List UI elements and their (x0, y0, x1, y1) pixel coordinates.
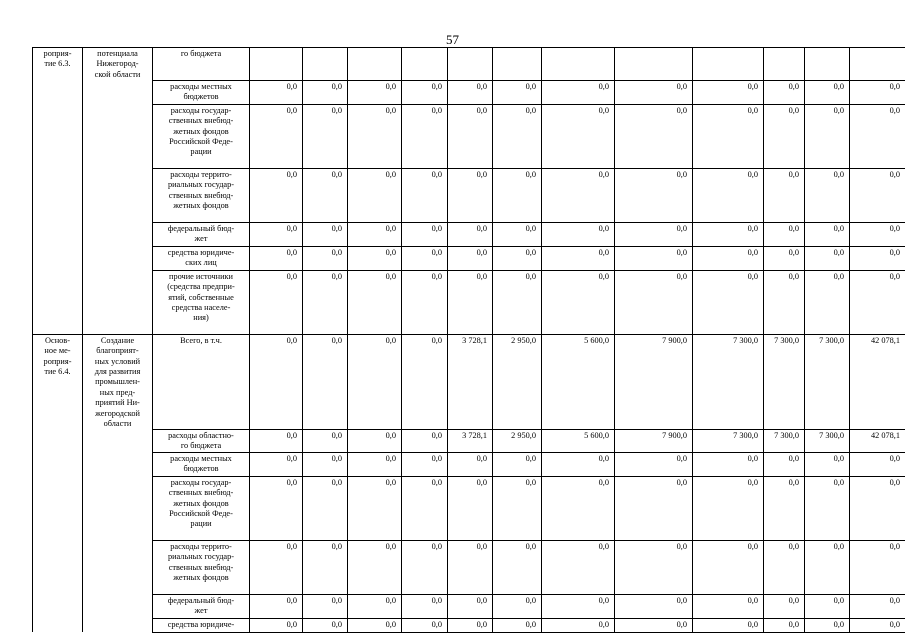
value-cell: 0,0 (693, 80, 764, 104)
value-cell (303, 48, 348, 81)
value-cell: 7 900,0 (615, 429, 693, 452)
value-cell: 0,0 (402, 222, 448, 246)
value-cell (348, 48, 402, 81)
value-cell: 0,0 (693, 476, 764, 540)
value-cell: 0,0 (542, 452, 615, 476)
value-cell: 0,0 (850, 246, 905, 270)
value-cell: 0,0 (303, 476, 348, 540)
value-cell: 0,0 (493, 618, 542, 632)
value-cell: 0,0 (303, 222, 348, 246)
value-cell: 0,0 (448, 246, 493, 270)
funding-source-cell: расходы государ- ственных внебюд- жетных фондов Российской Феде- рации (153, 104, 250, 168)
value-cell: 0,0 (348, 80, 402, 104)
value-cell: 0,0 (402, 104, 448, 168)
event-code-cell-continued (33, 270, 83, 334)
table-row (33, 618, 905, 632)
value-cell: 0,0 (542, 80, 615, 104)
value-cell: 0,0 (693, 222, 764, 246)
value-cell: 0,0 (542, 540, 615, 594)
value-cell: 0,0 (402, 540, 448, 594)
value-cell: 0,0 (615, 594, 693, 618)
value-cell: 0,0 (448, 104, 493, 168)
value-cell: 0,0 (764, 594, 805, 618)
value-cell: 0,0 (402, 270, 448, 334)
value-cell: 0,0 (615, 168, 693, 222)
value-cell: 0,0 (764, 80, 805, 104)
value-cell: 0,0 (448, 594, 493, 618)
value-cell: 0,0 (850, 270, 905, 334)
value-cell: 0,0 (805, 452, 850, 476)
value-cell: 0,0 (493, 540, 542, 594)
value-cell: 0,0 (805, 618, 850, 632)
value-cell: 0,0 (250, 429, 303, 452)
table-row (33, 452, 905, 476)
value-cell: 0,0 (493, 80, 542, 104)
value-cell: 0,0 (348, 270, 402, 334)
value-cell: 0,0 (542, 222, 615, 246)
value-cell: 0,0 (448, 452, 493, 476)
value-cell (402, 48, 448, 81)
value-cell: 0,0 (805, 476, 850, 540)
value-cell: 0,0 (764, 618, 805, 632)
value-cell: 42 078,1 (850, 334, 905, 429)
event-code-cell-continued (33, 104, 83, 168)
value-cell: 0,0 (764, 246, 805, 270)
event-name-cell-continued (83, 104, 153, 168)
event-code-cell-continued (33, 594, 83, 618)
value-cell: 0,0 (850, 222, 905, 246)
value-cell: 3 728,1 (448, 429, 493, 452)
event-name-cell-continued (83, 452, 153, 476)
event-code-cell-continued (33, 80, 83, 104)
value-cell: 0,0 (615, 618, 693, 632)
value-cell: 0,0 (542, 476, 615, 540)
value-cell: 0,0 (348, 594, 402, 618)
value-cell: 0,0 (402, 452, 448, 476)
value-cell (493, 48, 542, 81)
value-cell: 0,0 (764, 540, 805, 594)
value-cell: 0,0 (348, 452, 402, 476)
value-cell: 0,0 (850, 168, 905, 222)
value-cell: 0,0 (402, 429, 448, 452)
value-cell: 0,0 (615, 452, 693, 476)
value-cell: 0,0 (402, 80, 448, 104)
event-code-cell-continued (33, 476, 83, 540)
value-cell (850, 48, 905, 81)
funding-source-cell: федеральный бюд- жет (153, 594, 250, 618)
value-cell: 0,0 (805, 168, 850, 222)
value-cell: 0,0 (805, 246, 850, 270)
value-cell: 0,0 (493, 270, 542, 334)
event-code-cell-continued (33, 429, 83, 452)
page-number: 57 (446, 32, 459, 47)
value-cell: 0,0 (402, 594, 448, 618)
funding-source-cell: расходы государ- ственных внебюд- жетных фондов Российской Феде- рации (153, 476, 250, 540)
event-name-cell-continued (83, 168, 153, 222)
table-row (33, 476, 905, 540)
value-cell: 5 600,0 (542, 429, 615, 452)
value-cell: 42 078,1 (850, 429, 905, 452)
event-name-cell-continued (83, 270, 153, 334)
value-cell: 0,0 (250, 476, 303, 540)
event-name-cell-continued (83, 429, 153, 452)
value-cell: 0,0 (850, 452, 905, 476)
value-cell: 7 300,0 (764, 334, 805, 429)
value-cell (693, 48, 764, 81)
value-cell: 0,0 (303, 334, 348, 429)
value-cell: 0,0 (348, 540, 402, 594)
table-row (33, 168, 905, 222)
value-cell: 0,0 (348, 168, 402, 222)
value-cell: 0,0 (448, 540, 493, 594)
funding-source-cell: средства юридиче- (153, 618, 250, 632)
value-cell: 0,0 (448, 222, 493, 246)
value-cell: 0,0 (303, 540, 348, 594)
value-cell: 0,0 (303, 270, 348, 334)
value-cell: 0,0 (493, 452, 542, 476)
value-cell: 0,0 (250, 104, 303, 168)
value-cell: 0,0 (402, 168, 448, 222)
value-cell: 7 300,0 (805, 334, 850, 429)
value-cell: 0,0 (402, 334, 448, 429)
funding-source-cell: Всего, в т.ч. (153, 334, 250, 429)
value-cell: 0,0 (493, 594, 542, 618)
table-row (33, 80, 905, 104)
value-cell: 0,0 (764, 476, 805, 540)
value-cell: 0,0 (402, 476, 448, 540)
value-cell: 0,0 (764, 222, 805, 246)
event-code-cell-continued (33, 618, 83, 632)
event-name-cell-continued (83, 618, 153, 632)
value-cell: 0,0 (493, 476, 542, 540)
funding-source-cell: федеральный бюд- жет (153, 222, 250, 246)
value-cell: 0,0 (693, 540, 764, 594)
value-cell (542, 48, 615, 81)
value-cell: 0,0 (348, 222, 402, 246)
event-code-cell: Основ- ное ме- роприя- тие 6.4. (33, 334, 83, 429)
value-cell: 0,0 (850, 594, 905, 618)
event-code-cell-continued (33, 168, 83, 222)
event-name-cell: Создание благоприят- ных условий для развития промышлен- ных пред- приятий Ни- жегородской области (83, 334, 153, 429)
value-cell: 0,0 (493, 168, 542, 222)
value-cell: 0,0 (805, 104, 850, 168)
event-code-cell-continued (33, 540, 83, 594)
table-row (33, 222, 905, 246)
value-cell: 3 728,1 (448, 334, 493, 429)
value-cell: 7 900,0 (615, 334, 693, 429)
value-cell: 0,0 (303, 80, 348, 104)
funding-source-cell: го бюджета (153, 48, 250, 81)
value-cell: 0,0 (303, 452, 348, 476)
value-cell: 0,0 (348, 429, 402, 452)
value-cell: 0,0 (805, 540, 850, 594)
table-row (33, 429, 905, 452)
value-cell: 0,0 (805, 222, 850, 246)
value-cell: 0,0 (303, 168, 348, 222)
table-row (33, 334, 905, 429)
value-cell: 0,0 (850, 540, 905, 594)
table-row (33, 270, 905, 334)
value-cell: 0,0 (250, 168, 303, 222)
value-cell: 0,0 (542, 618, 615, 632)
value-cell: 0,0 (402, 618, 448, 632)
value-cell: 7 300,0 (805, 429, 850, 452)
funding-source-cell: расходы террито- риальных государ- ственных внебюд- жетных фондов (153, 168, 250, 222)
table-row (33, 246, 905, 270)
value-cell: 0,0 (615, 104, 693, 168)
funding-source-cell: прочие источники (средства предпри- ятий, собственные средства населе- ния) (153, 270, 250, 334)
value-cell: 0,0 (693, 168, 764, 222)
event-name-cell-continued (83, 246, 153, 270)
value-cell (615, 48, 693, 81)
value-cell: 0,0 (448, 476, 493, 540)
value-cell (448, 48, 493, 81)
value-cell: 2 950,0 (493, 429, 542, 452)
value-cell (764, 48, 805, 81)
value-cell: 0,0 (448, 270, 493, 334)
value-cell: 0,0 (615, 222, 693, 246)
value-cell: 0,0 (850, 476, 905, 540)
value-cell: 2 950,0 (493, 334, 542, 429)
event-name-cell-continued (83, 222, 153, 246)
value-cell: 0,0 (542, 104, 615, 168)
value-cell (805, 48, 850, 81)
event-code-cell-continued (33, 452, 83, 476)
value-cell: 0,0 (250, 594, 303, 618)
event-name-cell-continued (83, 476, 153, 540)
funding-source-cell: расходы местных бюджетов (153, 80, 250, 104)
value-cell: 0,0 (493, 246, 542, 270)
value-cell: 0,0 (805, 270, 850, 334)
value-cell: 0,0 (615, 476, 693, 540)
value-cell: 0,0 (250, 540, 303, 594)
value-cell: 0,0 (303, 618, 348, 632)
value-cell: 0,0 (693, 618, 764, 632)
value-cell: 0,0 (542, 594, 615, 618)
value-cell: 5 600,0 (542, 334, 615, 429)
event-code-cell-continued (33, 222, 83, 246)
value-cell: 0,0 (303, 429, 348, 452)
value-cell: 0,0 (615, 246, 693, 270)
value-cell: 0,0 (348, 618, 402, 632)
value-cell: 0,0 (542, 270, 615, 334)
value-cell: 0,0 (693, 452, 764, 476)
value-cell: 0,0 (542, 246, 615, 270)
budget-table (32, 47, 905, 633)
value-cell: 0,0 (250, 334, 303, 429)
value-cell: 0,0 (348, 104, 402, 168)
table-row (33, 540, 905, 594)
value-cell: 0,0 (693, 270, 764, 334)
event-name-cell-continued (83, 80, 153, 104)
value-cell: 7 300,0 (693, 429, 764, 452)
value-cell: 0,0 (764, 168, 805, 222)
value-cell (250, 48, 303, 81)
value-cell: 0,0 (493, 222, 542, 246)
value-cell: 0,0 (850, 104, 905, 168)
value-cell: 0,0 (615, 270, 693, 334)
value-cell: 0,0 (402, 246, 448, 270)
value-cell: 0,0 (448, 80, 493, 104)
value-cell: 0,0 (348, 476, 402, 540)
value-cell: 0,0 (850, 80, 905, 104)
value-cell: 0,0 (250, 618, 303, 632)
value-cell: 0,0 (250, 270, 303, 334)
value-cell: 0,0 (493, 104, 542, 168)
value-cell: 0,0 (542, 168, 615, 222)
event-name-cell: потенциала Нижегород- ской области (83, 48, 153, 81)
value-cell: 0,0 (693, 104, 764, 168)
value-cell: 0,0 (615, 540, 693, 594)
value-cell: 0,0 (764, 452, 805, 476)
value-cell: 0,0 (764, 270, 805, 334)
value-cell: 0,0 (850, 618, 905, 632)
value-cell: 7 300,0 (693, 334, 764, 429)
event-code-cell-continued (33, 246, 83, 270)
funding-source-cell: расходы местных бюджетов (153, 452, 250, 476)
event-name-cell-continued (83, 540, 153, 594)
value-cell: 0,0 (693, 246, 764, 270)
value-cell: 0,0 (805, 80, 850, 104)
value-cell: 0,0 (693, 594, 764, 618)
value-cell: 0,0 (250, 452, 303, 476)
value-cell: 0,0 (303, 594, 348, 618)
value-cell: 0,0 (250, 222, 303, 246)
value-cell: 0,0 (448, 618, 493, 632)
event-name-cell-continued (83, 594, 153, 618)
value-cell: 0,0 (348, 334, 402, 429)
value-cell: 7 300,0 (764, 429, 805, 452)
value-cell: 0,0 (615, 80, 693, 104)
funding-source-cell: средства юридиче- ских лиц (153, 246, 250, 270)
value-cell: 0,0 (250, 80, 303, 104)
value-cell: 0,0 (448, 168, 493, 222)
table-row (33, 104, 905, 168)
funding-source-cell: расходы террито- риальных государ- ственных внебюд- жетных фондов (153, 540, 250, 594)
value-cell: 0,0 (303, 246, 348, 270)
value-cell: 0,0 (764, 104, 805, 168)
event-code-cell: роприя- тие 6.3. (33, 48, 83, 81)
value-cell: 0,0 (348, 246, 402, 270)
value-cell: 0,0 (303, 104, 348, 168)
table-row (33, 48, 905, 81)
value-cell: 0,0 (250, 246, 303, 270)
funding-source-cell: расходы областно- го бюджета (153, 429, 250, 452)
value-cell: 0,0 (805, 594, 850, 618)
table-row (33, 594, 905, 618)
